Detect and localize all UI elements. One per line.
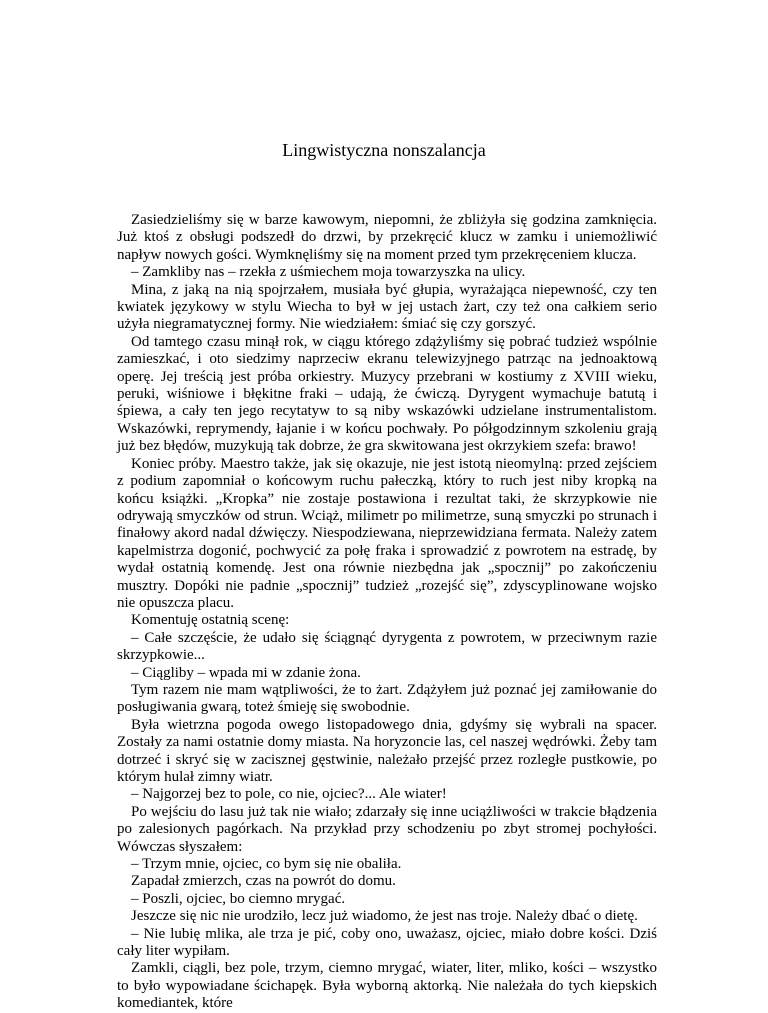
paragraph: – Zamkliby nas – rzekła z uśmiechem moja towarzyszka na ulicy. — [131, 264, 526, 281]
paragraph: – Nie lubię mlika, ale trza je pić, coby ono, uważasz, ojciec, miało dobre kości. Dziś cały liter wypiłam. — [117, 925, 657, 960]
paragraph: – Poszli, ojciec, bo ciemno mrygać. — [131, 890, 346, 907]
paragraph: – Ciągliby – wpada mi w zdanie żona. — [131, 664, 361, 681]
paragraph: Koniec próby. Maestro także, jak się okazuje, nie jest istotą nieomylną: przed zejściem z podium zapomniał o końcowym ruchu pałeczką, który to ruch jest niby kropką na końcu książki. „Kropka” nie zostaje postawiona i rezultat taki, że skrzypkowie nie odrywają smyczków od strun. Wciąż, milimetr po milimetrze, suną smyczki po strunach i finałowy akord nadal dźwięczy. Niespodziewana, nieprzewidziana fermata. Należy zatem kapelmistrza dogonić, pochwycić za połę fraka i sprowadzić z powrotem na estradę, by wydał ostatnią komendę. Jest ona równie niezbędna jak „spocznij” po zakończeniu musztry. Dopóki nie padnie „spocznij” tudzież „rozejść się”, zdyscyplinowane wojsko nie opuszcza placu. — [117, 455, 657, 611]
paragraph: – Całe szczęście, że udało się ściągnąć dyrygenta z powrotem, w przeciwnym razie skrzypkowie... — [117, 629, 657, 664]
paragraph: Była wietrzna pogoda owego listopadowego dnia, gdyśmy się wybrali na spacer. Zostały za nami ostatnie domy miasta. Na horyzoncie las, cel naszej wędrówki. Żeby tam dotrzeć i skryć się w zacisznej gęstwinie, należało przejść przez rozległe pustkowie, po którym hulał zimny wiatr. — [117, 716, 657, 785]
paragraph: Zamkli, ciągli, bez pole, trzym, ciemno mrygać, wiater, liter, mliko, kości – wszystko to było wypowiadane ścichapęk. Była wyborną aktorką. Nie należała do tych kiepskich komediantek, które — [117, 960, 657, 1012]
paragraph: Tym razem nie mam wątpliwości, że to żart. Zdążyłem już poznać jej zamiłowanie do posługiwania gwarą, toteż śmieję się swobodnie. — [117, 681, 657, 716]
paragraph: Zasiedzieliśmy się w barze kawowym, niepomni, że zbliżyła się godzina zamknięcia. Już ktoś z obsługi podszedł do drzwi, by przekręcić klucz w zamku i uniemożliwić napływ nowych gości. Wymknęliśmy się na moment przed tym przekręceniem klucza. — [117, 212, 657, 263]
paragraph: Komentuję ostatnią scenę: — [131, 612, 290, 629]
paragraph: – Najgorzej bez to pole, co nie, ojciec?... Ale wiater! — [131, 786, 447, 803]
paragraph: Od tamtego czasu minął rok, w ciągu którego zdążyliśmy się pobrać tudzież wspólnie zamieszkać, i oto siedzimy naprzeciw ekranu telewizyjnego patrząc na jednoaktową operę. Jej treścią jest próba orkiestry. Muzycy przebrani w kostiumy z XVIII wieku, peruki, wiśniowe i błękitne fraki – udają, że ćwiczą. Dyrygent wymachuje batutą i śpiewa, a cały ten jego recytatyw to są niby wskazówki udzielane instrumentalistom. Wskazówki, reprymendy, łajanie i w końcu pochwały. Po półgodzinnym szkoleniu grają już bez błędów, muzykują tak dobrze, że gra skwitowana jest okrzykiem szefa: brawo! — [117, 333, 657, 455]
paragraph: Zapadał zmierzch, czas na powrót do domu. — [131, 873, 396, 890]
document-title: Lingwistyczna nonszalancja — [282, 140, 486, 160]
paragraph: – Trzym mnie, ojciec, co bym się nie obaliła. — [131, 856, 402, 873]
paragraph: Jeszcze się nic nie urodziło, lecz już wiadomo, że jest nas troje. Należy dbać o dietę. — [131, 908, 638, 925]
paragraph: Po wejściu do lasu już tak nie wiało; zdarzały się inne uciążliwości w trakcie błądzenia po zalesionych pagórkach. Na przykład przy schodzeniu po zbyt stromej pochyłości. Wówczas słyszałem: — [117, 803, 657, 855]
document-body — [117, 212, 657, 1013]
paragraph: Mina, z jaką na nią spojrzałem, musiała być głupia, wyrażająca niepewność, czy ten kwiatek językowy w stylu Wiecha to był w jej ustach żart, czy też ona całkiem serio użyła niegramatycznej formy. Nie wiedziałem: śmiać się czy gorszyć. — [117, 281, 657, 333]
